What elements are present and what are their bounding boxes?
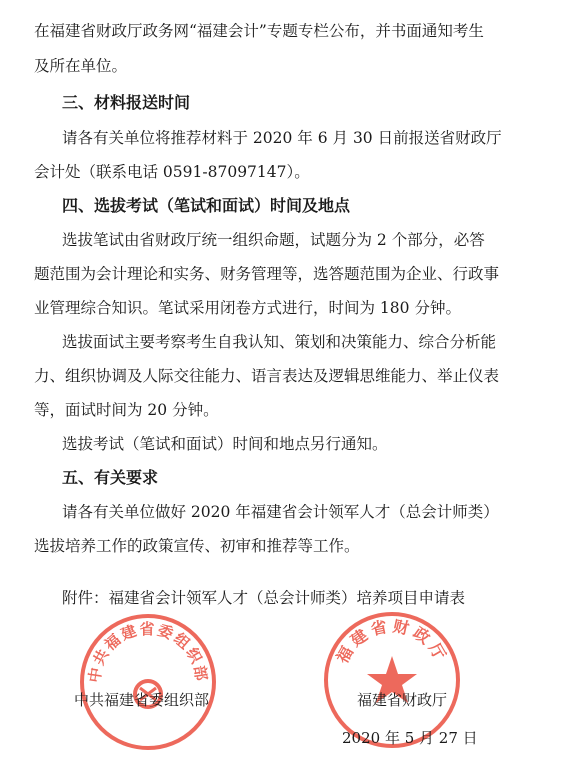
paragraph-line: 选拔培养工作的政策宣传、初审和推荐等工作。	[34, 537, 360, 555]
section-heading-3: 三、材料报送时间	[62, 93, 191, 112]
section-heading-5: 五、有关要求	[62, 468, 159, 487]
attachment-note: 附件：福建省会计领军人才（总会计师类）培养项目申请表	[62, 589, 466, 607]
seal-left-graphic	[78, 612, 218, 752]
paragraph-line: 在福建省财政厅政务网“福建会计”专题专栏公布，并书面通知考生	[34, 22, 484, 40]
paragraph-line: 选拔面试主要考察考生自我认知、策划和决策能力、综合分析能	[62, 333, 497, 351]
svg-text:中共福建省委组织部	[85, 620, 210, 684]
signature-date: 2020 年 5 月 27 日	[342, 729, 478, 747]
paragraph-line: 请各有关单位将推荐材料于 2020 年 6 月 30 日前报送省财政厅	[62, 129, 502, 147]
seal-right-text: 福建省财政厅	[332, 616, 452, 667]
paragraph-line: 及所在单位。	[34, 57, 128, 75]
signature-org-left: 中共福建省委组织部	[74, 691, 210, 709]
paragraph-line: 会计处（联系电话 0591-87097147）。	[34, 163, 310, 181]
paragraph-line: 请各有关单位做好 2020 年福建省会计领军人才（总会计师类）	[62, 503, 499, 521]
official-seal-left	[78, 612, 218, 752]
signature-org-right: 福建省财政厅	[357, 691, 448, 709]
section-heading-4: 四、选拔考试（笔试和面试）时间及地点	[62, 196, 351, 215]
paragraph-line: 选拔笔试由省财政厅统一组织命题，试题分为 2 个部分，必答	[62, 231, 485, 249]
paragraph-line: 力、组织协调及人际交往能力、语言表达及逻辑思维能力、举止仪表	[34, 367, 500, 385]
paragraph-line: 题范围为会计理论和实务、财务管理等，选答题范围为企业、行政事	[34, 265, 500, 283]
paragraph-line: 选拔考试（笔试和面试）时间和地点另行通知。	[62, 435, 388, 453]
seal-left-text: 中共福建省委组织部	[85, 620, 211, 684]
paragraph-line: 等，面试时间为 20 分钟。	[34, 401, 219, 419]
paragraph-line: 业管理综合知识。笔试采用闭卷方式进行，时间为 180 分钟。	[34, 299, 461, 317]
